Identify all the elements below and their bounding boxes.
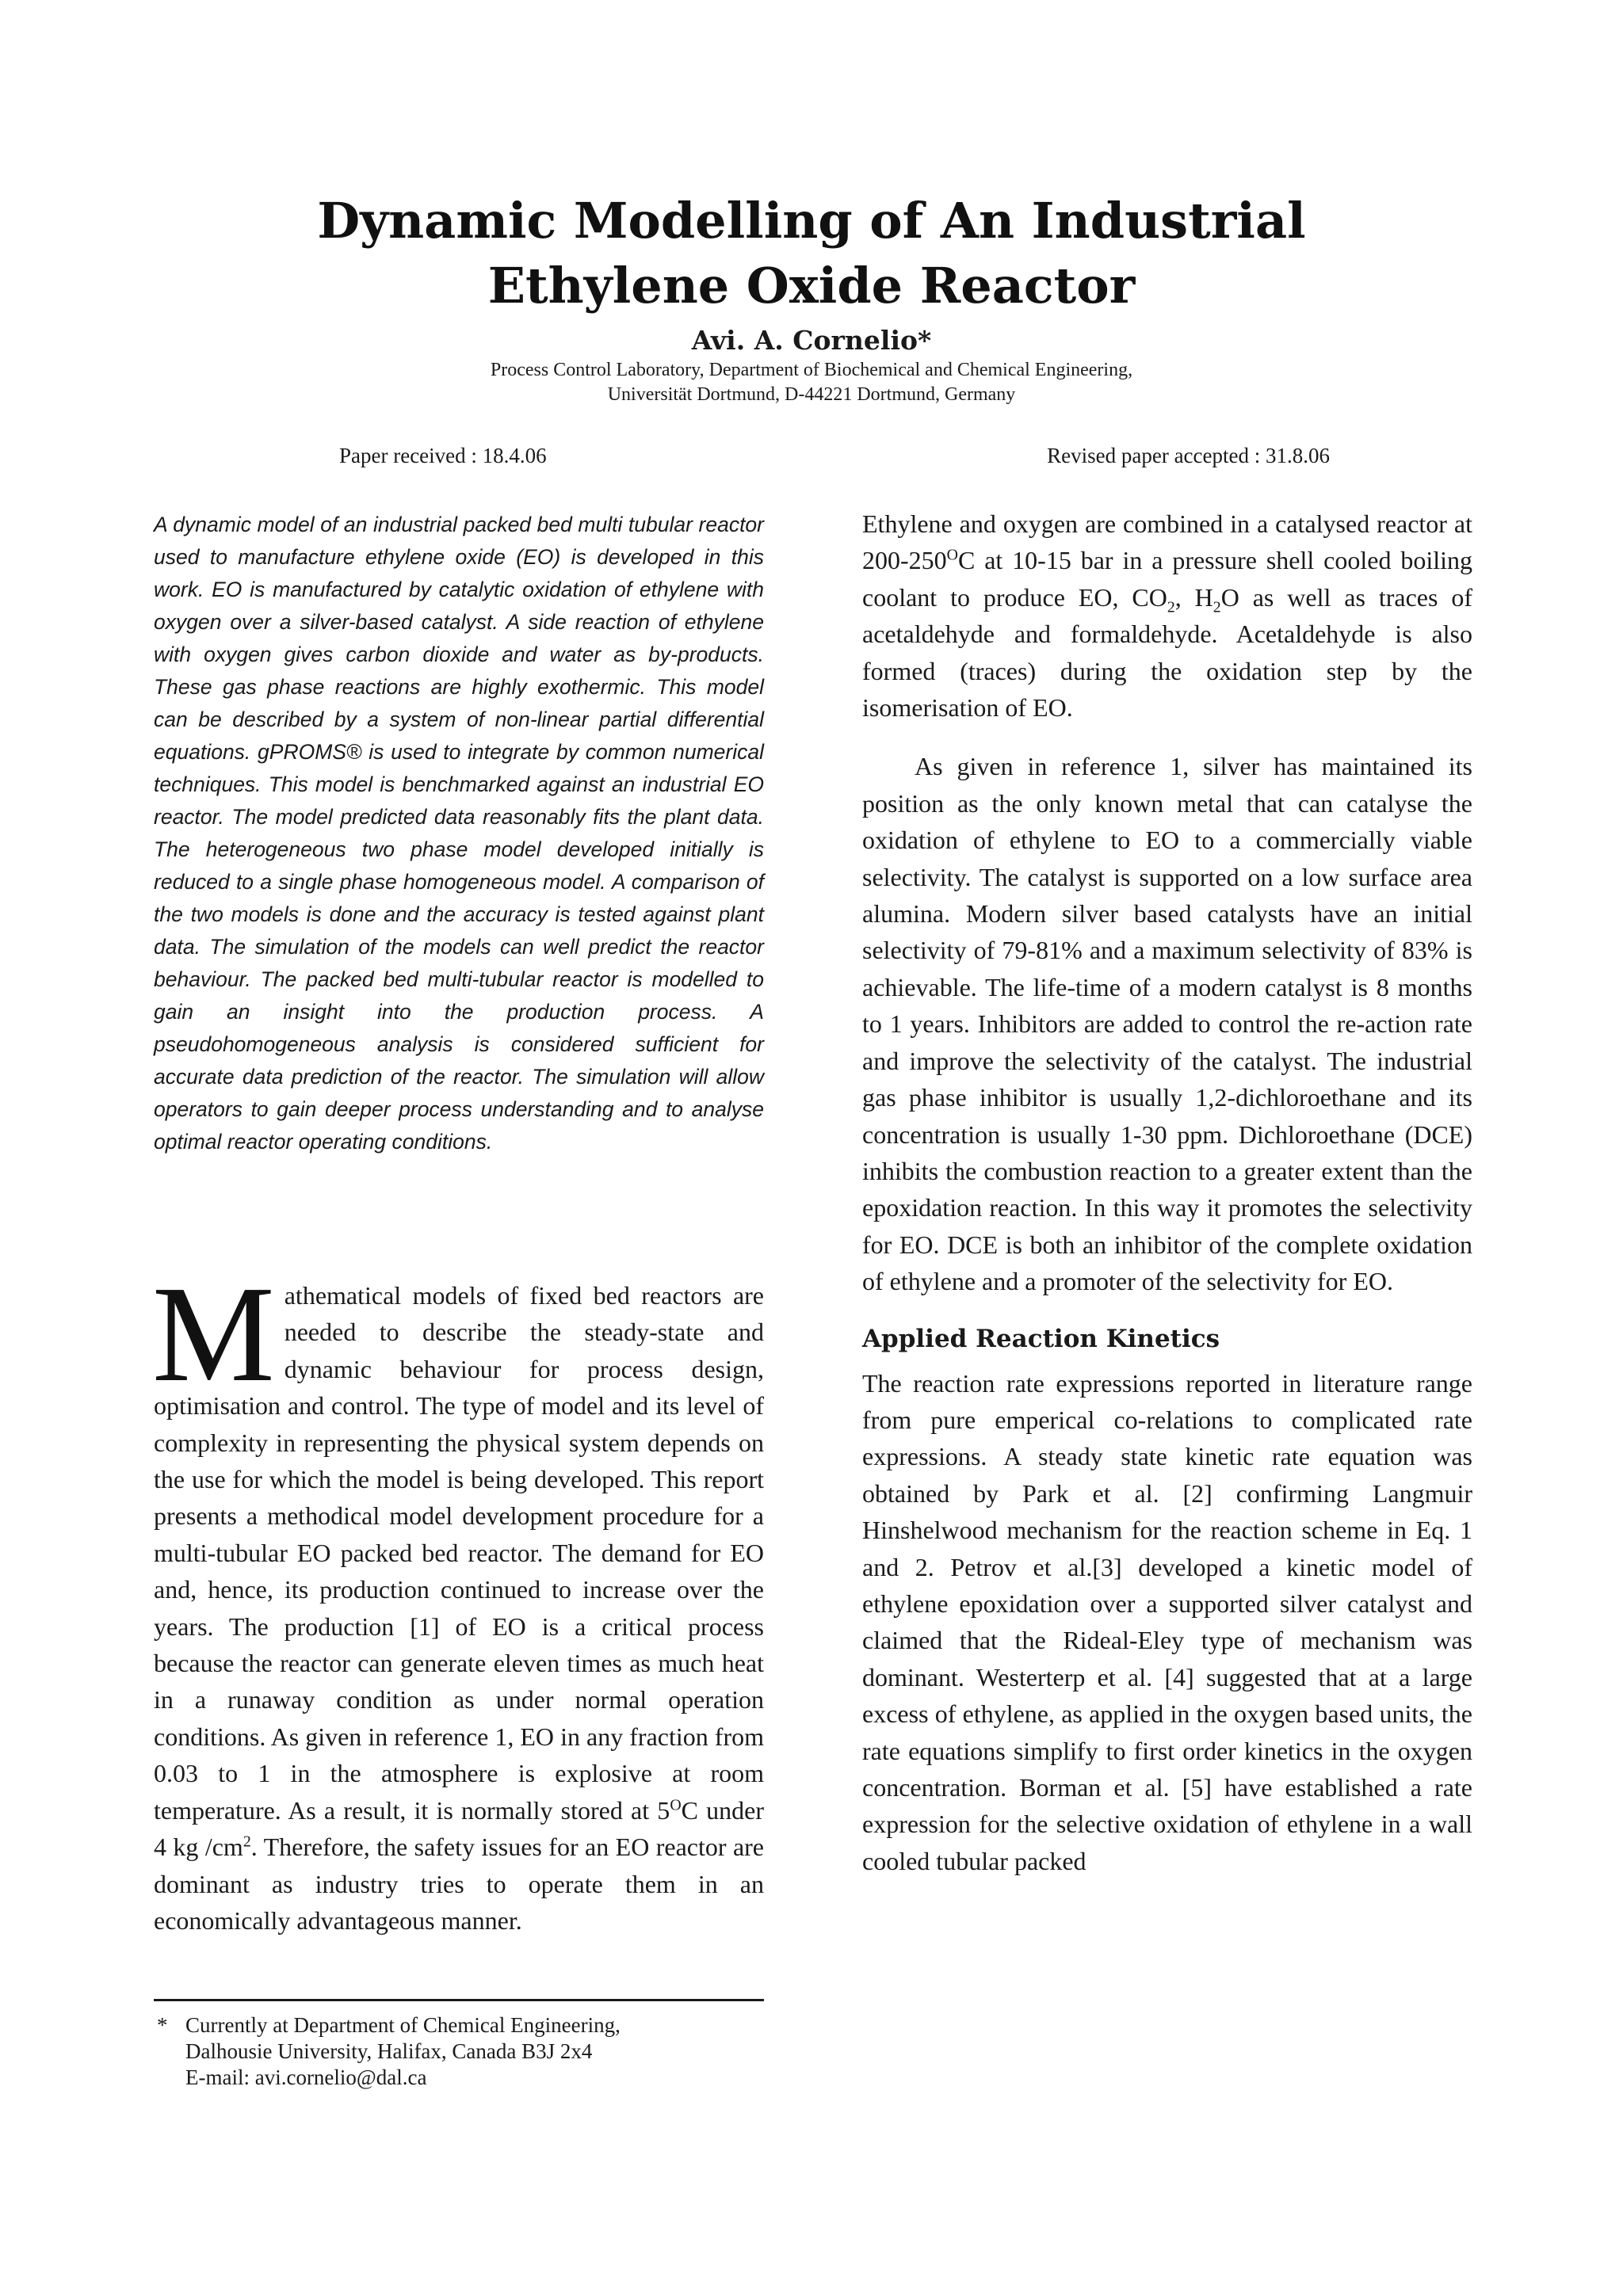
left-column [152, 1257, 765, 1939]
p1-text-a: Ethylene and oxygen are combined in a catalysed reactor at 200-250 [862, 509, 1472, 575]
title-line-1: Dynamic Modelling of An Industrial [317, 192, 1306, 250]
paragraph-silver-catalyst: As given in reference 1, silver has maintained its position as the only known metal that can catalyse the oxidation of ethylene to EO to a commercially viable selectivity. The catalyst is supported on a low surface area alumina. Modern silver based catalysts have an initial selectivity of 79-81% and a maximum selectivity of 83% is achievable. The life-time of a modern catalyst is 8 months to 1 years. Inhibitors are added to control the re-action rate and improve the selectivity of the catalyst. The industrial gas phase inhibitor is usually 1,2-dichloroethane and its concentration is usually 1-30 ppm. Dichloroethane (DCE) inhibits the combustion reaction to a greater extent than the epoxidation reaction. In this way it promotes the selectivity for EO. DCE is both an inhibitor of the complete oxidation of ethylene and a promoter of the selectivity for EO. [862, 752, 1472, 1296]
p1-text-d: O as well as traces of acetaldehyde and formaldehyde. Acetaldehyde is also formed (traces) during the oxidation step by the isomerisation of EO. [862, 582, 1473, 723]
paper-title [0, 189, 1623, 318]
intro-text-b: C under 4 kg /cm [154, 1795, 765, 1862]
intro-text-c: . Therefore, the safety issues for an EO reactor are dominant as industry tries to operate them in an economically advantageous manner. [154, 1833, 765, 1935]
abstract: A dynamic model of an industrial packed bed multi tubular reactor used to manufacture ethylene oxide (EO) is developed in this work. EO is manufactured by catalytic oxidation of ethylene with oxygen over a silver-based catalyst. A side reaction of ethylene with oxygen gives carbon dioxide and water as by-products. These gas phase reactions are highly exothermic. This model can be described by a system of non-linear partial differential equations. gPROMS® is used to integrate by common numerical techniques. This model is benchmarked against an industrial EO reactor. The model predicted data reasonably fits the plant data. The heterogeneous two phase model developed initially is reduced to a single phase homogeneous model. A comparison of the two models is done and the accuracy is tested against plant data. The simulation of the models can well predict the reactor behaviour. The packed bed multi-tubular reactor is modelled to gain an insight into the production process. A pseudohomogeneous analysis is considered sufficient for accurate data prediction of the reactor. The simulation will allow operators to gain deeper process understanding and to analyse optimal reactor operating conditions. [154, 513, 764, 1154]
intro-text-a: athematical models of fixed bed reactors are needed to describe the steady-state and dynamic behaviour for process design, optimisation and control. The type of model and its level of complexity in representing the physical system depends on the use for which the model is being developed. This report presents a methodical model development procedure for a multi-tubular EO packed bed reactor. The demand for EO and, hence, its production continued to increase over the years. The production [1] of EO is a critical process because the reactor can generate eleven times as much heat in a runaway condition as under normal operation conditions. As given in reference 1, EO in any fraction from 0.03 to 1 in the atmosphere is explosive at room temperature. As a result, it is normally stored at 5 [154, 1281, 764, 1825]
footnote-email: E-mail: avi.cornelio@dal.ca [185, 2065, 427, 2089]
accepted-date: Revised paper accepted : 31.8.06 [1047, 444, 1330, 467]
footnote-mark: * [157, 2013, 168, 2037]
paragraph-kinetics: The reaction rate expressions reported in literature range from pure emperical co-relations to complicated rate expressions. A steady state kinetic rate equation was obtained by Park et al. [2] confirming Langmuir Hinshelwood mechanism for the reaction scheme in Eq. 1 and 2. Petrov et al.[3] developed a kinetic model of ethylene epoxidation over a supported silver catalyst and claimed that the Rideal-Eley type of mechanism was dominant. Westerterp et al. [4] suggested that at a large excess of ethylene, as applied in the oxygen based units, the rate equations simplify to first order kinetics in the oxygen concentration. Borman et al. [5] have established a rate expression for the selective oxidation of ethylene in a wall cooled tubular packed [862, 1368, 1472, 1875]
affiliation-line-2: Universität Dortmund, D-44221 Dortmund, Germany [607, 384, 1016, 405]
footnote-line-1: Currently at Department of Chemical Engineering, [185, 2013, 621, 2037]
drop-cap: M [152, 1257, 275, 1410]
intro-sup-2: 2 [242, 1833, 251, 1851]
p1-sub-h2o: 2 [1212, 598, 1221, 616]
p1-sup-o: O [946, 546, 958, 564]
author-name: Avi. A. Cornelio* [691, 325, 932, 356]
right-column [862, 505, 1472, 1879]
footnote-line-2: Dalhousie University, Halifax, Canada B3J 2x4 [185, 2039, 593, 2063]
p1-text-b: C at 10-15 bar in a pressure shell cooled boiling coolant to produce EO, CO [862, 546, 1472, 612]
intro-sup-o: O [670, 1796, 682, 1814]
p1-text-c: , H [1174, 582, 1213, 612]
intro-paragraph [152, 1257, 765, 1939]
p1-sub-co2: 2 [1167, 598, 1175, 616]
affiliation-line-1: Process Control Laboratory, Department of Biochemical and Chemical Engineering, [490, 360, 1133, 380]
received-date: Paper received : 18.4.06 [339, 444, 547, 467]
footnote-divider [154, 1999, 764, 2001]
footnote-body [185, 2012, 764, 2091]
title-line-2: Ethylene Oxide Reactor [487, 257, 1136, 315]
footnote [154, 2012, 764, 2091]
affiliation [0, 358, 1623, 407]
section-heading: Applied Reaction Kinetics [862, 1324, 1220, 1353]
paragraph-process [862, 505, 1472, 726]
